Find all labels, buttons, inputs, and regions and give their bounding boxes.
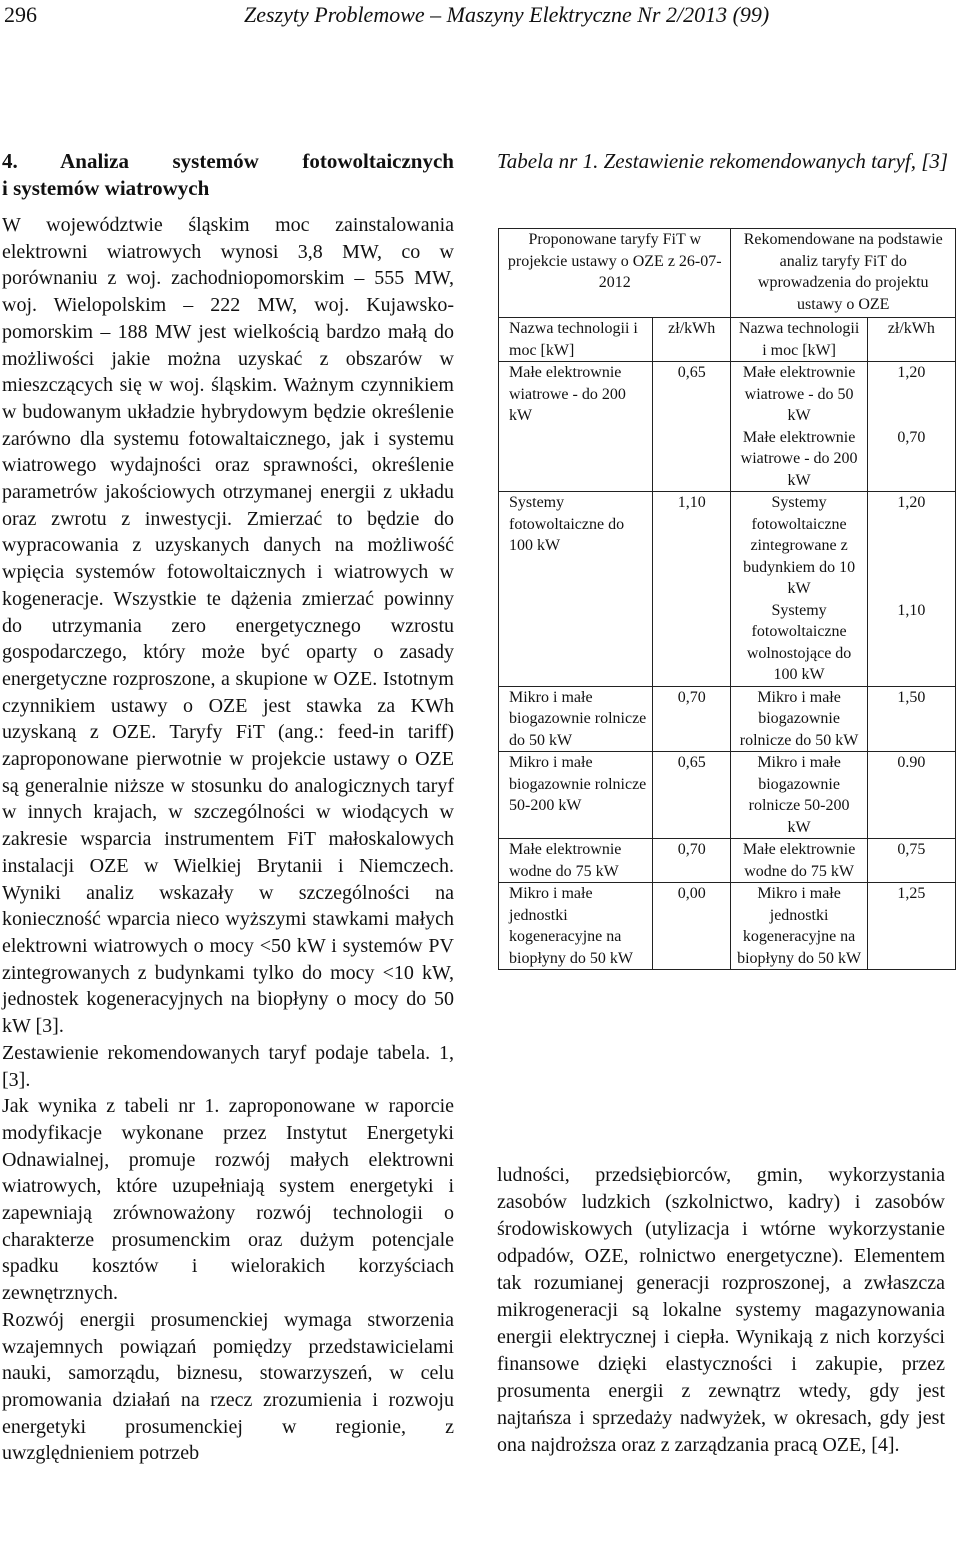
- cell-left-price: 0,65: [652, 752, 730, 839]
- col-header-price-right: zł/kWh: [867, 318, 955, 362]
- cell-right-price: 0,70: [867, 427, 955, 492]
- table-caption: Tabela nr 1. Zestawienie rekomendowanych taryf, [3]: [497, 149, 949, 173]
- section-title-line2: i systemów wiatrowych: [2, 176, 210, 200]
- cell-left-name: Mikro i małe biogazownie rolnicze 50-200 kW: [499, 752, 653, 839]
- cell-right-name: Systemy fotowoltaiczne zintegrowane z budynkiem do 10 kW: [731, 492, 867, 600]
- cell-right-name: Małe elektrownie wiatrowe - do 50 kW: [731, 362, 867, 427]
- table-row: [499, 883, 956, 970]
- cell-right-name: Małe elektrownie wiatrowe - do 200 kW: [731, 427, 867, 492]
- paragraph-2: Zestawienie rekomendowanych taryf podaje tabela. 1, [3].: [2, 1041, 454, 1091]
- group-header-recommended: Rekomendowane na podstawie analiz taryfy FiT do wprowadzenia do projektu ustawy o OZE: [731, 229, 956, 318]
- section-title: [2, 148, 454, 202]
- cell-left-name: Mikro i małe biogazownie rolnicze do 50 kW: [499, 686, 653, 752]
- table-row: [499, 686, 956, 752]
- cell-right-name: Małe elektrownie wodne do 75 kW: [731, 839, 867, 883]
- journal-title: Zeszyty Problemowe – Maszyny Elektryczne Nr 2/2013 (99): [244, 2, 770, 27]
- paragraph-right: ludności, przedsiębiorców, gmin, wykorzystania zasobów ludzkich (szkolnictwo, kadry) i zasobów środowiskowych (utylizacja i wtórne wykorzystanie odpadów, OZE, rolnictwo energetyczne). Elementem tak rozumianej generacji rozproszonej, a zwłaszcza mikrogeneracji są lokalne systemy magazynowania energii elektrycznej i ciepła. Wynikają z nich korzyści finansowe dzięki elastyczności i zakupie, przez prosumenta energii z zewnątrz wtedy, gdy jest najtańsza i sprzedaży nadwyżek, w okresach, gdy jest ona najdroższa oraz z zarządzania pracą OZE, [4].: [497, 1164, 945, 1456]
- tariff-table: [498, 228, 956, 970]
- cell-left-price: 0,00: [652, 883, 730, 970]
- table-row: [499, 492, 956, 600]
- table-row: [499, 839, 956, 883]
- cell-right-price: 1,25: [867, 883, 955, 970]
- cell-left-price: 0,65: [652, 362, 730, 492]
- cell-left-name: Mikro i małe jednostki kogeneracyjne na biopłyny do 50 kW: [499, 883, 653, 970]
- page-header: [0, 0, 960, 40]
- table-column-header-row: [499, 318, 956, 362]
- cell-right-price: 1,20: [867, 362, 955, 427]
- cell-right-name: Mikro i małe jednostki kogeneracyjne na biopłyny do 50 kW: [731, 883, 867, 970]
- cell-right-price: 1,50: [867, 686, 955, 752]
- table-row: [499, 362, 956, 427]
- cell-right-name: Systemy fotowoltaiczne wolnostojące do 100 kW: [731, 600, 867, 687]
- group-header-proposed: Proponowane taryfy FiT w projekcie ustawy o OZE z 26-07-2012: [499, 229, 731, 318]
- table-row: [499, 752, 956, 839]
- cell-right-price: 1,20: [867, 492, 955, 600]
- cell-right-price: 0,75: [867, 839, 955, 883]
- section-title-line1: 4. Analiza systemów fotowoltaicznych: [2, 149, 454, 173]
- cell-right-name: Mikro i małe biogazownie rolnicze 50-200 kW: [731, 752, 867, 839]
- left-column: [2, 148, 454, 1467]
- cell-right-price: 1,10: [867, 600, 955, 687]
- col-header-name-right: Nazwa technologii i moc [kW]: [731, 318, 867, 362]
- cell-left-price: 0,70: [652, 839, 730, 883]
- paragraph-1: W województwie śląskim moc zainstalowania elektrowni wiatrowych wynosi 3,8 MW, co w porównaniu z woj. zachodniopomorskim – 555 MW, woj. Wielopolskim – 222 MW, woj. Kujawsko-pomorskim – 188 MW jest wielkością bardzo małą do możliwości jakie można uzyskać z obszarów w mieszczących się w woj. śląskim. Ważnym czynnikiem w budowanym układzie hybrydowym będzie określenie zarówno dla systemu fotowaltaicznego, jak i systemu wiatrowego wydajności oraz sprawności, określenie parametrów jakościowych otrzymanej energii z układu oraz zwrotu z inwestycji. Zmierzać to będzie do wypracowania z uzyskanych danych na możliwość wpięcia systemów fotowoltaicznych i wiatrowych w kogeneracje. Wszystkie te dążenia zmierzać powinny do utrzymania zero energetycznego wzrostu gospodarczego, który może być oparty o zasady energetyczne rozproszone, a skupione w OZE. Istotnym czynnikiem ustawy o OZE jest stawka za KWh uzyskaną z OZE. Taryfy FiT (ang.: feed-in tariff) zaproponowane pierwotnie w projekcie ustawy o OZE są generalnie niższe w stosunku do analogicznych taryf w innych krajach, w szczególności w wiodących w zakresie wsparcia instrumentem FiT małoskalowych instalacji OZE w Wielkiej Brytanii i Niemczech. Wyniki analiz wskazały w szczególności na konieczność wparcia nieco wyższymi stawkami małych elektrowni wiatrowych o mocy <50 kW i systemów PV zintegrowanych z budynkami tylko do mocy <10 kW, jednostek kogeneracyjnych na biopłyny o mocy do 50 kW [3].: [2, 214, 454, 1038]
- cell-left-name: Małe elektrownie wiatrowe - do 200 kW: [499, 362, 653, 492]
- cell-left-name: Systemy fotowoltaiczne do 100 kW: [499, 492, 653, 687]
- paragraph-4: Rozwój energii prosumenckiej wymaga stworzenia wzajemnych powiązań pomiędzy przedstawicielami nauki, samorządu, biznesu, stowarzyszeń, w celu promowania działań na rzecz zrozumienia i rozwoju energetyki prosumenckiej w regionie, z uwzględnieniem potrzeb: [2, 1308, 454, 1465]
- cell-right-price: 0.90: [867, 752, 955, 839]
- right-column: [497, 1162, 945, 1459]
- col-header-name-left: Nazwa technologii i moc [kW]: [499, 318, 653, 362]
- cell-right-name: Mikro i małe biogazownie rolnicze do 50 kW: [731, 686, 867, 752]
- cell-left-name: Małe elektrownie wodne do 75 kW: [499, 839, 653, 883]
- page-number: 296: [4, 2, 37, 27]
- cell-left-price: 1,10: [652, 492, 730, 687]
- col-header-price-left: zł/kWh: [652, 318, 730, 362]
- table-group-header-row: [499, 229, 956, 318]
- paragraph-3: Jak wynika z tabeli nr 1. zaproponowane w raporcie modyfikacje wykonane przez Instytut Energetyki Odnawialnej, promuje rozwój małych elektrowni wiatrowych, które uzupełniają system energetyki i zapewniają zrównoważony rozwój technologii o charakterze prosumenckim oraz dużym potencjale spadku kosztów i wielorakich korzyściach zewnętrznych.: [2, 1095, 454, 1305]
- cell-left-price: 0,70: [652, 686, 730, 752]
